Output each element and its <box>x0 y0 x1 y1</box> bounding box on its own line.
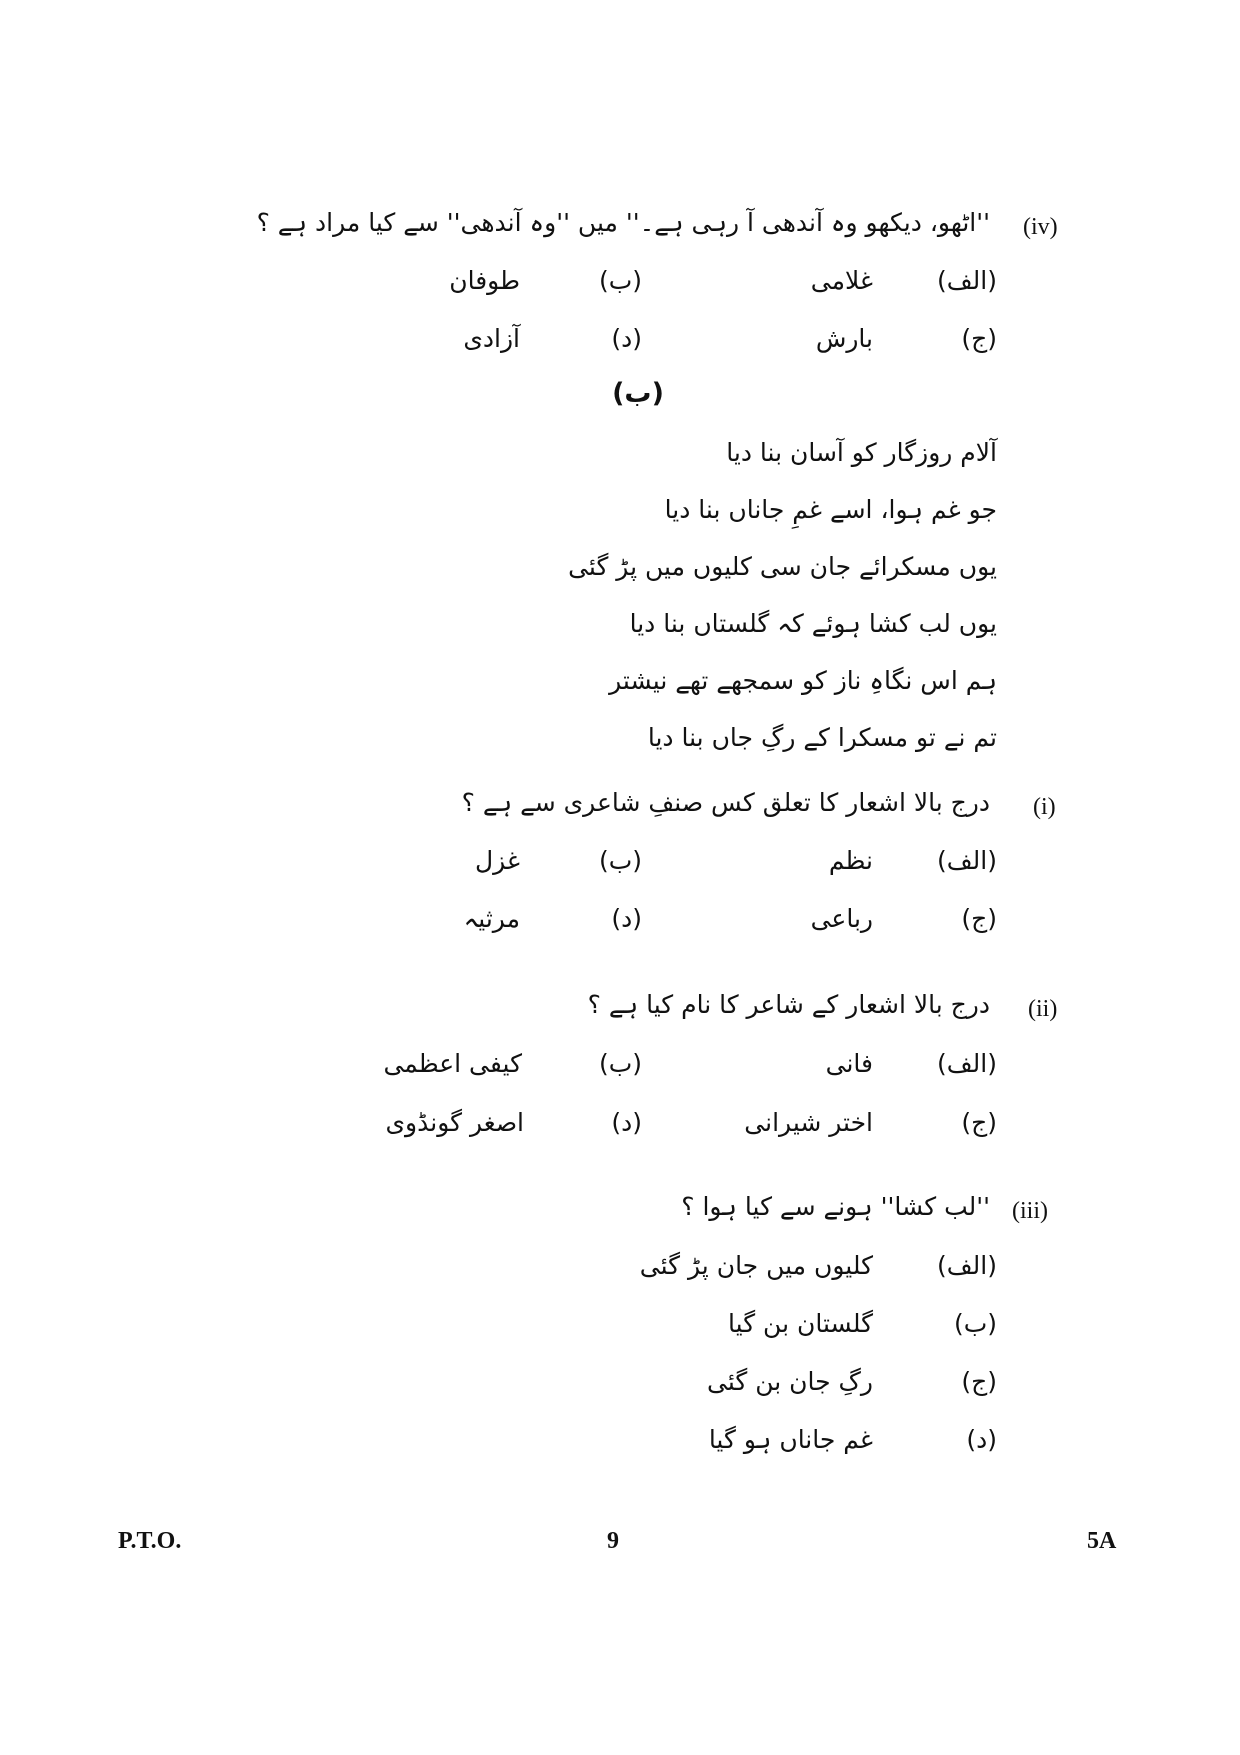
q-ii-option-a-text: فانی <box>825 1049 873 1078</box>
question-ii-text: درج بالا اشعار کے شاعر کا نام کیا ہے ؟ <box>587 990 990 1019</box>
q-iii-option-b-text: گلستان بن گیا <box>728 1309 873 1338</box>
q-iv-option-b-text: طوفان <box>449 266 520 295</box>
q-i-option-a-label: (الف) <box>937 846 997 875</box>
question-ii-number: (ii) <box>1028 996 1058 1022</box>
q-iv-option-c-text: بارش <box>815 324 873 353</box>
q-ii-option-a-label: (الف) <box>937 1049 997 1078</box>
q-ii-option-d-label: (د) <box>611 1108 642 1137</box>
q-ii-option-b-text: کیفی اعظمی <box>383 1049 522 1078</box>
q-iii-option-a-label: (الف) <box>937 1251 997 1280</box>
q-iv-option-a-label: (الف) <box>937 266 997 295</box>
question-i-text: درج بالا اشعار کا تعلق کس صنفِ شاعری سے ہے ؟ <box>461 788 990 817</box>
question-iii-number: (iii) <box>1012 1198 1048 1224</box>
q-iii-option-b-label: (ب) <box>953 1309 997 1338</box>
q-i-option-d-label: (د) <box>611 904 642 933</box>
question-iv-text: ''اٹھو، دیکھو وہ آندھی آ رہی ہے۔'' میں ''وہ آندھی'' سے کیا مراد ہے ؟ <box>256 208 990 237</box>
q-ii-option-c-text: اختر شیرانی <box>744 1108 873 1137</box>
q-iv-option-b-label: (ب) <box>598 266 642 295</box>
q-i-option-c-text: رباعی <box>810 904 873 933</box>
q-ii-option-b-label: (ب) <box>598 1049 642 1078</box>
section-heading-b: (ب) <box>612 378 664 409</box>
q-iv-option-c-label: (ج) <box>961 324 997 353</box>
poem-line-4: یوں لب کشا ہوئے کہ گلستاں بنا دیا <box>629 609 997 638</box>
q-ii-option-d-text: اصغر گونڈوی <box>385 1108 524 1137</box>
q-iii-option-c-label: (ج) <box>961 1367 997 1396</box>
poem-line-3: یوں مسکرائے جان سی کلیوں میں پڑ گئی <box>568 552 997 581</box>
q-i-option-c-label: (ج) <box>961 904 997 933</box>
question-iv-number: (iv) <box>1023 214 1058 240</box>
poem-line-2: جو غم ہوا، اسے غمِ جاناں بنا دیا <box>664 495 997 524</box>
footer-code: 5A <box>1087 1528 1117 1554</box>
q-iii-option-a-text: کلیوں میں جان پڑ گئی <box>639 1251 873 1280</box>
q-i-option-d-text: مرثیہ <box>463 904 520 933</box>
poem-line-1: آلام روزگار کو آسان بنا دیا <box>726 438 997 467</box>
poem-line-6: تم نے تو مسکرا کے رگِ جاں بنا دیا <box>647 723 997 752</box>
q-iv-option-d-text: آزادی <box>463 324 520 353</box>
question-iii-text: ''لب کشا'' ہونے سے کیا ہوا ؟ <box>681 1192 990 1221</box>
q-iv-option-d-label: (د) <box>611 324 642 353</box>
q-iii-option-c-text: رگِ جان بن گئی <box>707 1367 873 1396</box>
q-i-option-b-label: (ب) <box>598 846 642 875</box>
footer-pto: P.T.O. <box>118 1528 182 1554</box>
footer-page-number: 9 <box>607 1528 619 1554</box>
q-iii-option-d-label: (د) <box>966 1425 997 1454</box>
q-ii-option-c-label: (ج) <box>961 1108 997 1137</box>
q-i-option-b-text: غزل <box>474 846 520 875</box>
q-iii-option-d-text: غم جاناں ہو گیا <box>708 1425 873 1454</box>
poem-line-5: ہم اس نگاہِ ناز کو سمجھے تھے نیشتر <box>609 666 997 695</box>
q-i-option-a-text: نظم <box>828 846 873 875</box>
question-i-number: (i) <box>1033 794 1056 820</box>
q-iv-option-a-text: غلامی <box>810 266 873 295</box>
